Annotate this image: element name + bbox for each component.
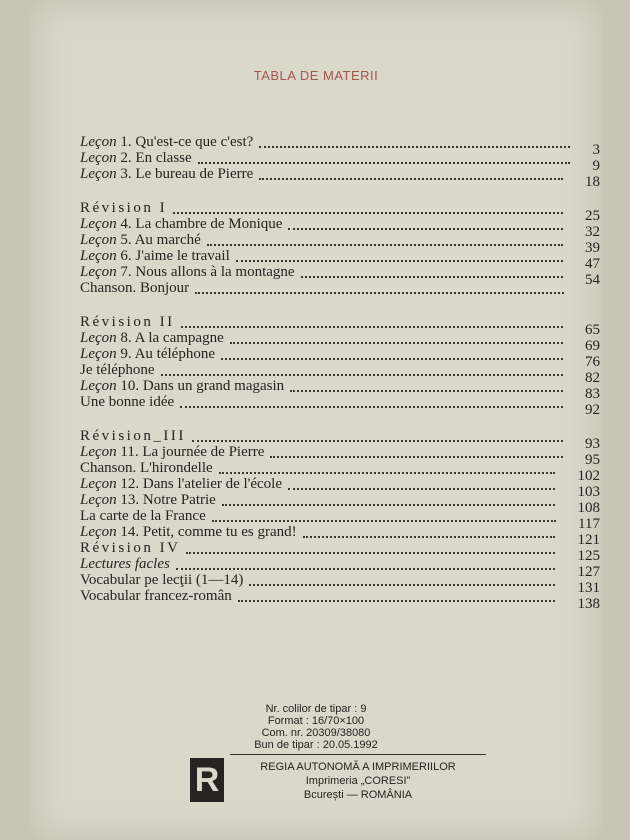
imprint-block bbox=[30, 703, 602, 751]
toc-entry-title bbox=[80, 232, 201, 248]
toc-entry-page: 69 bbox=[585, 338, 600, 354]
toc-entry-text: La carte de la France bbox=[80, 508, 206, 524]
toc-entry-word: Leçon bbox=[80, 378, 117, 394]
toc-entry-text: Révision_III bbox=[80, 428, 186, 444]
toc-entry-text: Vocabular pe lecţii (1—14) bbox=[80, 572, 244, 588]
toc-entry-page: 18 bbox=[585, 174, 600, 190]
toc-entry-page: 9 bbox=[592, 158, 600, 174]
imprint-line: Nr. colilor de tipar : 9 bbox=[265, 703, 367, 715]
imprint-line: Com. nr. 20309/38080 bbox=[261, 727, 371, 739]
leader-dots bbox=[180, 398, 563, 408]
toc-entry-title bbox=[80, 572, 243, 588]
toc-entry-page: 83 bbox=[585, 386, 600, 402]
leader-dots bbox=[161, 366, 563, 376]
toc-entry-title bbox=[80, 588, 232, 604]
leader-dots bbox=[230, 334, 563, 344]
toc-entry-text: 10. Dans un grand magasin bbox=[116, 378, 285, 394]
toc-entry-title bbox=[80, 460, 213, 476]
imprint-line: Bun de tipar : 20.05.1992 bbox=[254, 739, 378, 751]
leader-dots bbox=[212, 512, 556, 522]
toc-entry-text: Vocabular francez-român bbox=[80, 588, 232, 604]
leader-dots bbox=[222, 496, 555, 506]
leader-dots bbox=[290, 382, 563, 392]
toc-entry-text: 11. La journée de Pierre bbox=[116, 444, 265, 460]
toc-entry-word: Leçon bbox=[80, 150, 117, 166]
toc-entry-title bbox=[80, 492, 216, 508]
toc-entry-page: 76 bbox=[585, 354, 600, 370]
toc-entry-text: 2. En classe bbox=[116, 150, 192, 166]
toc-entry bbox=[80, 588, 600, 612]
toc-entry-title bbox=[80, 556, 170, 572]
toc-entry-title bbox=[80, 524, 297, 540]
toc-entry-text: 7. Nous allons à la montagne bbox=[116, 264, 295, 280]
toc-entry-text: Révision IV bbox=[80, 540, 181, 556]
leader-dots bbox=[173, 204, 563, 214]
toc-entry-page: 121 bbox=[577, 532, 600, 548]
toc-entry-word: Leçon bbox=[80, 444, 117, 460]
leader-dots bbox=[221, 350, 563, 360]
toc-entry-title bbox=[80, 540, 180, 556]
printer-line: Bcurești — ROMÂNIA bbox=[303, 789, 413, 801]
toc-entry-title bbox=[80, 216, 282, 232]
toc-entry-page: 125 bbox=[577, 548, 600, 564]
toc-entry-page: 138 bbox=[577, 596, 600, 612]
book-page bbox=[30, 0, 602, 840]
leader-dots bbox=[236, 252, 563, 262]
toc-entry-word: Leçon bbox=[80, 524, 117, 540]
toc-entry-text: 4. La chambre de Monique bbox=[116, 216, 283, 232]
toc-entry-title bbox=[80, 394, 174, 410]
toc-entry-text: 5. Au marché bbox=[116, 232, 201, 248]
toc-entry-page: 39 bbox=[585, 240, 600, 256]
toc-entry-page: 117 bbox=[578, 516, 600, 532]
leader-dots bbox=[219, 464, 555, 474]
toc-entry-title bbox=[80, 444, 264, 460]
divider bbox=[230, 754, 486, 755]
leader-dots bbox=[288, 220, 563, 230]
leader-dots bbox=[192, 432, 563, 442]
toc-entry-word: Leçon bbox=[80, 476, 117, 492]
leader-dots bbox=[259, 138, 570, 148]
toc-entry-word: Leçon bbox=[80, 248, 117, 264]
leader-dots bbox=[207, 236, 563, 246]
toc-entry-word: Leçon bbox=[80, 264, 117, 280]
printer-line: Imprimeria „CORESI” bbox=[305, 775, 411, 787]
toc-entry-word: Leçon bbox=[80, 492, 117, 508]
toc-entry-word: Leçon bbox=[80, 330, 117, 346]
toc-entry-title bbox=[80, 264, 295, 280]
toc-entry-page: 82 bbox=[585, 370, 600, 386]
toc-entry-text: 8. A la campagne bbox=[116, 330, 224, 346]
printer-lines bbox=[230, 760, 486, 802]
toc-entry-title bbox=[80, 248, 230, 264]
toc-entry bbox=[80, 280, 600, 296]
leader-dots bbox=[288, 480, 555, 490]
toc-entry-title bbox=[80, 314, 175, 330]
toc-entry-word: Leçon bbox=[80, 166, 117, 182]
toc-entry-title bbox=[80, 280, 189, 296]
leader-dots bbox=[301, 268, 563, 278]
toc-entry-page: 108 bbox=[577, 500, 600, 516]
toc-entry-title bbox=[80, 150, 192, 166]
toc-entry-page: 3 bbox=[592, 142, 600, 158]
printer-line: REGIA AUTONOMĂ A IMPRIMERIILOR bbox=[260, 761, 456, 773]
toc-entry-page: 65 bbox=[585, 322, 600, 338]
imprint-line: Format : 16/70×100 bbox=[267, 715, 365, 727]
toc-entry-text: 3. Le bureau de Pierre bbox=[116, 166, 254, 182]
toc-entry-title bbox=[80, 428, 186, 444]
toc-entry-word: Lectures facles bbox=[80, 556, 170, 572]
toc-entry-text: Chanson. Bonjour bbox=[80, 280, 190, 296]
toc-entry-text: Je téléphone bbox=[80, 362, 155, 378]
toc-entry-text: 6. J'aime le travail bbox=[116, 248, 230, 264]
toc-entry-title bbox=[80, 508, 206, 524]
toc-entry-page: 127 bbox=[577, 564, 600, 580]
leader-dots bbox=[270, 448, 563, 458]
page-title: TABLA DE MATERII bbox=[253, 68, 379, 83]
table-of-contents bbox=[80, 134, 600, 612]
toc-entry-page: 54 bbox=[585, 272, 600, 288]
toc-entry-page: 25 bbox=[585, 208, 600, 224]
toc-entry-page: 103 bbox=[577, 484, 600, 500]
section-gap bbox=[80, 410, 600, 428]
toc-entry-text: Chanson. L'hirondelle bbox=[80, 460, 213, 476]
toc-entry-title bbox=[80, 476, 282, 492]
toc-entry-title bbox=[80, 378, 284, 394]
toc-entry-title bbox=[80, 362, 155, 378]
toc-entry-text: Une bonne idée bbox=[80, 394, 175, 410]
toc-entry-word: Leçon bbox=[80, 216, 117, 232]
toc-entry-text: 13. Notre Patrie bbox=[116, 492, 216, 508]
leader-dots bbox=[181, 318, 563, 328]
toc-entry-page: 131 bbox=[577, 580, 600, 596]
printer-logo-icon: R bbox=[190, 758, 224, 802]
leader-dots bbox=[303, 528, 555, 538]
toc-entry-page: 93 bbox=[585, 436, 600, 452]
leader-dots bbox=[176, 560, 555, 570]
toc-entry bbox=[80, 394, 600, 418]
toc-entry-text: 14. Petit, comme tu es grand! bbox=[116, 524, 297, 540]
toc-entry-page: 32 bbox=[585, 224, 600, 240]
toc-entry-text: 12. Dans l'atelier de l'école bbox=[116, 476, 283, 492]
toc-entry-word: Leçon bbox=[80, 346, 117, 362]
toc-entry-page: 47 bbox=[585, 256, 600, 272]
toc-entry-title bbox=[80, 200, 167, 216]
toc-entry bbox=[80, 166, 600, 190]
leader-dots bbox=[259, 170, 563, 180]
toc-entry-word: Leçon bbox=[80, 232, 117, 248]
toc-entry-word: Leçon bbox=[80, 134, 117, 150]
toc-entry-title bbox=[80, 346, 215, 362]
toc-entry-text: 1. Qu'est-ce que c'est? bbox=[116, 134, 254, 150]
printer-block bbox=[186, 754, 486, 806]
toc-entry-title bbox=[80, 134, 253, 150]
toc-entry-text: Révision I bbox=[80, 200, 168, 216]
toc-entry-title bbox=[80, 330, 224, 346]
toc-entry-text: 9. Au téléphone bbox=[116, 346, 215, 362]
toc-entry-page: 95 bbox=[585, 452, 600, 468]
section-gap bbox=[80, 182, 600, 200]
toc-entry-text: Révision II bbox=[80, 314, 175, 330]
toc-entry-page: 102 bbox=[577, 468, 600, 484]
leader-dots bbox=[249, 576, 555, 586]
toc-entry-title bbox=[80, 166, 253, 182]
toc-entry-page: 92 bbox=[585, 402, 600, 418]
section-gap bbox=[80, 296, 600, 314]
leader-dots bbox=[195, 284, 564, 294]
leader-dots bbox=[198, 154, 570, 164]
leader-dots bbox=[238, 592, 555, 602]
leader-dots bbox=[186, 544, 555, 554]
